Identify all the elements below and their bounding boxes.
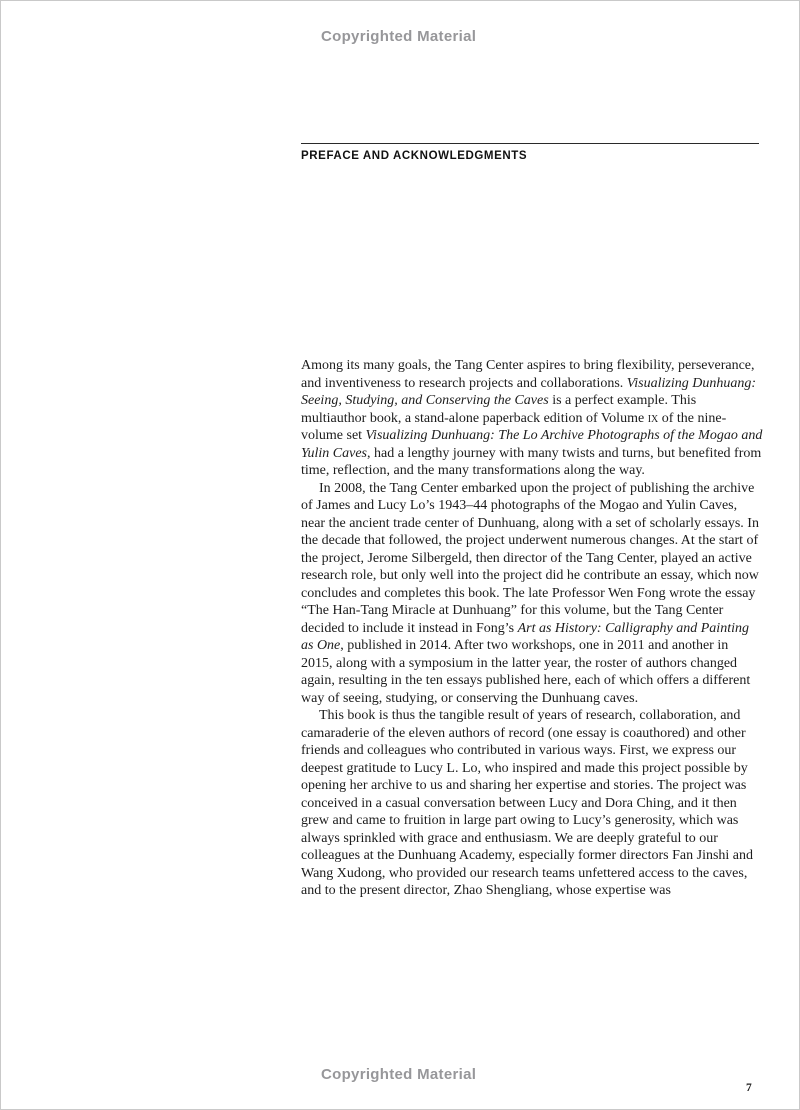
text-run: , published in 2014. After two workshops, one in 2011 and another in 2015, along with a symposium in the latter year, the roster of authors changed again, resulting in the ten essays published here, each of which offers a different way of seeing, studying, or conserving the Dunhuang caves. <box>301 638 751 706</box>
header-rule <box>301 143 759 144</box>
text-run: ix <box>647 410 659 426</box>
text-run: Visualizing Dunhuang: The Lo Archive Photographs of the Mogao and Yulin Caves <box>301 428 763 461</box>
page-title: PREFACE AND ACKNOWLEDGMENTS <box>301 150 528 162</box>
text-run: In 2008, the Tang Center embarked upon the project of publishing the archive of James and Lucy Lo’s 1943–44 photographs of the Mogao and Yulin Caves, near the ancient trade center of Dunhuang, along with a set of scholarly essays. In the decade that followed, the project underwent numerous changes. At the start of the project, Jerome Silbergeld, then director of the Tang Center, played an active research role, but only well into the project did he contribute an essay, which now concludes and completes this book. The late Professor Wen Fong wrote the essay “The Han-Tang Miracle at Dunhuang” for this volume, but the Tang Center decided to include it instead in Fong’s <box>301 480 759 636</box>
paragraph <box>301 357 763 480</box>
copyright-watermark-bottom: Copyrighted Material <box>321 1066 477 1083</box>
paragraph <box>301 480 763 708</box>
text-run: This book is thus the tangible result of years of research, collaboration, and camaraderie of the eleven authors of record (one essay is coauthored) and other friends and colleagues who contributed in various ways. First, we express our deepest gratitude to Lucy L. Lo, who inspired and made this project possible by opening her archive to us and sharing her expertise and stories. The project was conceived in a casual conversation between Lucy and Dora Ching, and it then grew and came to fruition in large part owing to Lucy’s generosity, which was always sprinkled with grace and enthusiasm. We are deeply grateful to our colleagues at the Dunhuang Academy, especially former directors Fan Jinshi and Wang Xudong, who provided our research teams unfettered access to the caves, and to the present director, Zhao Shengliang, whose expertise was <box>301 708 754 898</box>
text-run: Among its many goals, the Tang Center aspires to bring flexibility, perseverance, and inventiveness to research projects and collaborations. <box>301 358 755 391</box>
copyright-watermark-top: Copyrighted Material <box>321 28 477 45</box>
page-number: 7 <box>746 1082 752 1094</box>
text-run: Visualizing Dunhuang: Seeing, Studying, and Conserving the Caves <box>301 375 757 408</box>
text-run: , had a lengthy journey with many twists and turns, but benefited from time, reflection, and the many transformations along the way. <box>301 445 762 478</box>
text-run: Art as History: Calligraphy and Painting as One <box>301 620 749 653</box>
preface-text <box>301 357 763 900</box>
paragraph <box>301 707 763 900</box>
text-run: of the nine-volume set <box>301 410 727 443</box>
text-run: is a perfect example. This multiauthor book, a stand-alone paperback edition of Volume <box>301 393 697 426</box>
